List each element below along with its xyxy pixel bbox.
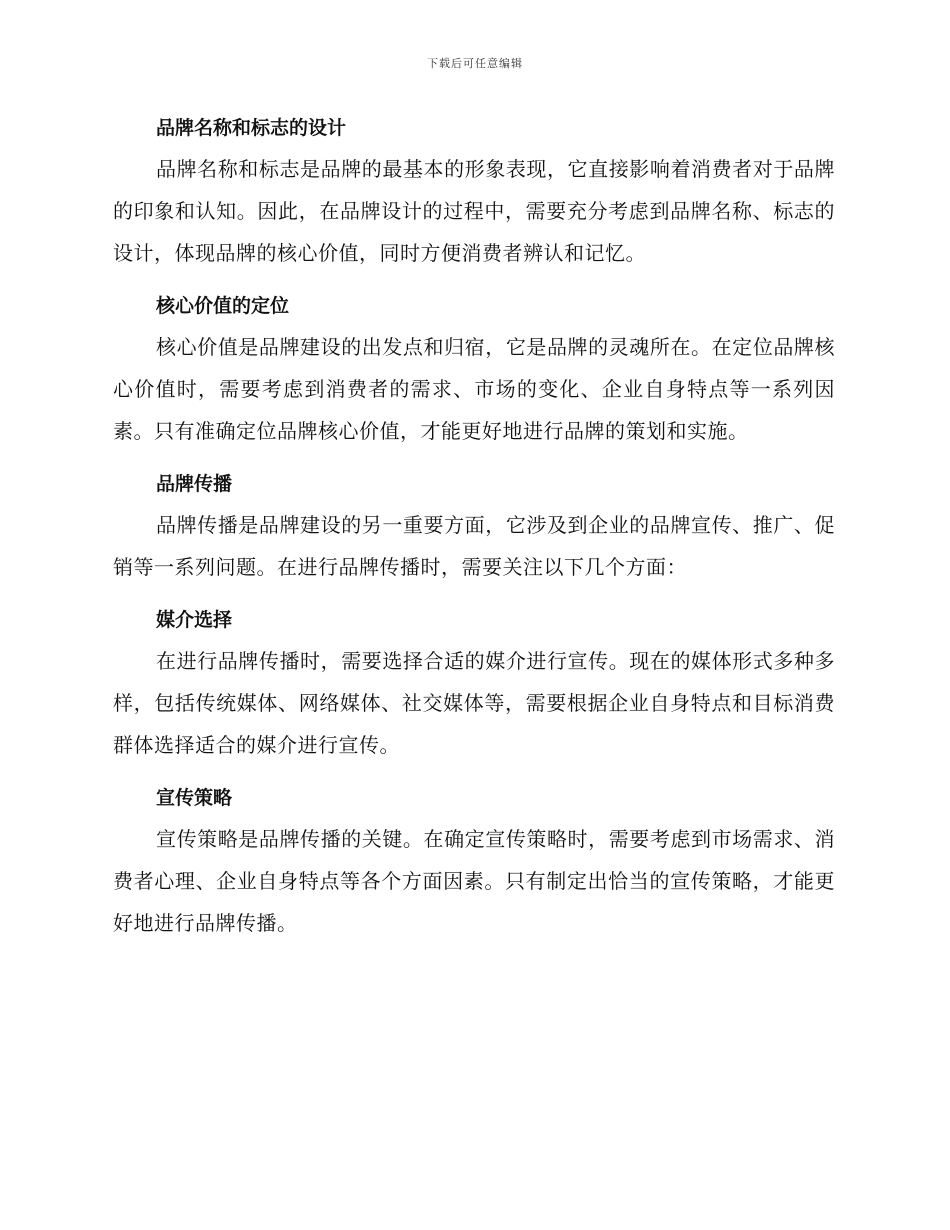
section-heading: 宣传策略 <box>156 787 233 809</box>
section-brand-communication <box>113 464 835 588</box>
section-paragraph: 在进行品牌传播时，需要选择合适的媒介进行宣传。现在的媒体形式多种多样，包括传统媒体、网络媒体、社交媒体等，需要根据企业自身特点和目标消费群体选择适合的媒介进行宣传。 <box>113 649 835 757</box>
section-heading: 品牌传播 <box>156 473 233 495</box>
section-heading: 核心价值的定位 <box>156 295 290 317</box>
section-paragraph: 宣传策略是品牌传播的关键。在确定宣传策略时，需要考虑到市场需求、消费者心理、企业自身特点等各个方面因素。只有制定出恰当的宣传策略，才能更好地进行品牌传播。 <box>113 827 835 935</box>
section-paragraph: 品牌名称和标志是品牌的最基本的形象表现，它直接影响着消费者对于品牌的印象和认知。因此，在品牌设计的过程中，需要充分考虑到品牌名称、标志的设计，体现品牌的核心价值，同时方便消费者辨认和记忆。 <box>113 157 835 265</box>
section-media-selection <box>113 600 835 766</box>
section-core-value <box>113 286 835 452</box>
header-note: 下载后可任意编辑 <box>427 57 523 70</box>
section-heading: 媒介选择 <box>156 609 233 631</box>
document-body <box>113 108 835 956</box>
section-paragraph: 核心价值是品牌建设的出发点和归宿，它是品牌的灵魂所在。在定位品牌核心价值时，需要考虑到消费者的需求、市场的变化、企业自身特点等一系列因素。只有准确定位品牌核心价值，才能更好地进行品牌的策划和实施。 <box>113 335 835 443</box>
section-heading: 品牌名称和标志的设计 <box>156 117 347 139</box>
section-brand-name-logo <box>113 108 835 274</box>
section-paragraph: 品牌传播是品牌建设的另一重要方面，它涉及到企业的品牌宣传、推广、促销等一系列问题。在进行品牌传播时，需要关注以下几个方面： <box>113 513 835 579</box>
section-promotion-strategy <box>113 778 835 944</box>
